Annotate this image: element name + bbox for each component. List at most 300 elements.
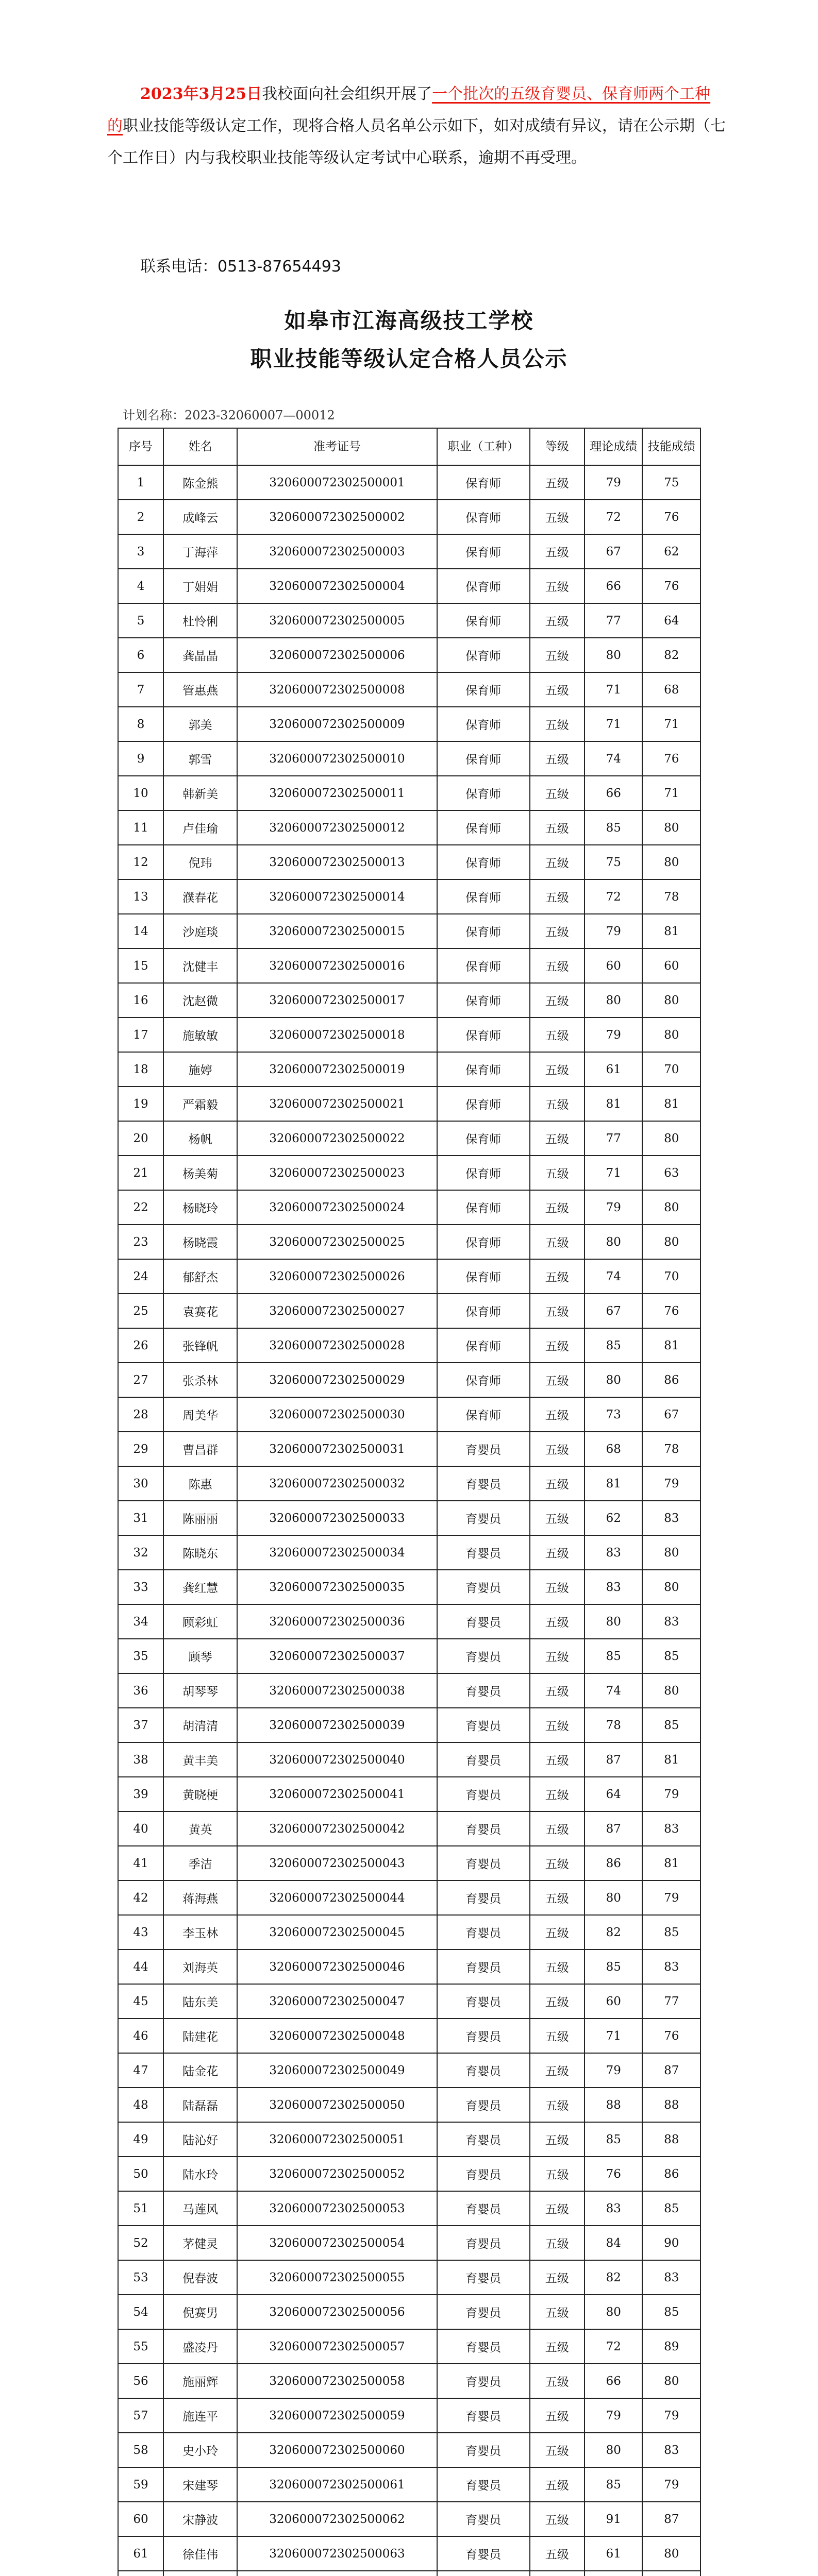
cell-name: 濮春花 (163, 879, 237, 914)
cell-exam-id: 320600072302500029 (237, 1363, 437, 1397)
cell-theory: 85 (585, 810, 643, 845)
cell-exam-id: 320600072302500027 (237, 1294, 437, 1328)
cell-name: 施连平 (163, 2398, 237, 2433)
cell-exam-id: 320600072302500047 (237, 1984, 437, 2019)
cell-skill: 83 (642, 1501, 700, 1535)
cell-level: 五级 (530, 1397, 585, 1432)
table-row (118, 1432, 700, 1466)
cell-name: 丁娟娟 (163, 569, 237, 603)
cell-level: 五级 (530, 1811, 585, 1846)
cell-job: 保育师 (437, 948, 530, 983)
cell-job: 育婴员 (437, 2053, 530, 2088)
table-row (118, 2571, 700, 2576)
cell-level: 五级 (530, 1984, 585, 2019)
cell-no: 13 (118, 879, 163, 914)
cell-theory: 80 (585, 1604, 643, 1639)
cell-name: 顾琴 (163, 1639, 237, 1673)
cell-job: 育婴员 (437, 2398, 530, 2433)
table-row (118, 741, 700, 776)
cell-level: 五级 (530, 1639, 585, 1673)
cell-no: 41 (118, 1846, 163, 1880)
cell-exam-id: 320600072302500001 (237, 465, 437, 500)
cell-level: 五级 (530, 983, 585, 1018)
cell-exam-id: 320600072302500056 (237, 2295, 437, 2329)
cell-name: 蒋海燕 (163, 1880, 237, 1915)
cell-job: 保育师 (437, 1225, 530, 1259)
cell-job: 保育师 (437, 534, 530, 569)
cell-no: 52 (118, 2226, 163, 2260)
cell-theory: 72 (585, 2329, 643, 2364)
cell-name: 陆金花 (163, 2053, 237, 2088)
cell-level: 五级 (530, 1087, 585, 1121)
cell-no: 47 (118, 2053, 163, 2088)
cell-theory (585, 2571, 643, 2576)
cell-job: 保育师 (437, 1294, 530, 1328)
cell-skill: 81 (642, 914, 700, 948)
cell-skill: 80 (642, 1018, 700, 1052)
cell-exam-id: 320600072302500039 (237, 1708, 437, 1742)
cell-exam-id: 320600072302500054 (237, 2226, 437, 2260)
cell-exam-id: 320600072302500028 (237, 1328, 437, 1363)
cell-name: 陈金熊 (163, 465, 237, 500)
cell-exam-id: 320600072302500021 (237, 1087, 437, 1121)
cell-skill: 90 (642, 2226, 700, 2260)
cell-no: 2 (118, 500, 163, 534)
cell-no: 28 (118, 1397, 163, 1432)
cell-level: 五级 (530, 672, 585, 707)
table-body (118, 465, 700, 2576)
cell-no: 33 (118, 1570, 163, 1604)
cell-skill: 76 (642, 1294, 700, 1328)
cell-exam-id: 320600072302500050 (237, 2088, 437, 2122)
cell-skill: 80 (642, 1673, 700, 1708)
cell-level: 五级 (530, 2467, 585, 2502)
cell-no: 5 (118, 603, 163, 638)
cell-theory: 85 (585, 2122, 643, 2157)
cell-job: 育婴员 (437, 2467, 530, 2502)
cell-skill: 60 (642, 948, 700, 983)
cell-skill: 85 (642, 1639, 700, 1673)
cell-skill: 79 (642, 2467, 700, 2502)
cell-job: 保育师 (437, 1018, 530, 1052)
cell-no: 8 (118, 707, 163, 741)
cell-name: 陆水玲 (163, 2157, 237, 2191)
table-row (118, 2088, 700, 2122)
cell-level: 五级 (530, 2157, 585, 2191)
cell-theory: 79 (585, 465, 643, 500)
cell-skill: 80 (642, 2364, 700, 2398)
cell-level: 五级 (530, 2502, 585, 2536)
cell-theory: 88 (585, 2088, 643, 2122)
cell-no: 10 (118, 776, 163, 810)
table-row (118, 983, 700, 1018)
cell-name: 倪春波 (163, 2260, 237, 2295)
cell-level: 五级 (530, 500, 585, 534)
cell-level: 五级 (530, 914, 585, 948)
cell-no: 6 (118, 638, 163, 672)
cell-theory: 80 (585, 2433, 643, 2467)
cell-skill: 81 (642, 1846, 700, 1880)
header-theory: 理论成绩 (585, 428, 643, 465)
cell-name: 杨晓玲 (163, 1190, 237, 1225)
table-row (118, 2502, 700, 2536)
table-row (118, 2467, 700, 2502)
cell-job: 育婴员 (437, 2536, 530, 2571)
cell-level: 五级 (530, 2260, 585, 2295)
cell-name: 陆东美 (163, 1984, 237, 2019)
cell-name: 陈丽丽 (163, 1501, 237, 1535)
cell-level: 五级 (530, 2191, 585, 2226)
cell-skill: 80 (642, 1121, 700, 1156)
cell-no: 56 (118, 2364, 163, 2398)
cell-theory: 80 (585, 638, 643, 672)
cell-exam-id: 320600072302500026 (237, 1259, 437, 1294)
cell-level: 五级 (530, 1466, 585, 1501)
cell-exam-id: 320600072302500057 (237, 2329, 437, 2364)
cell-skill: 76 (642, 2019, 700, 2053)
table-row (118, 1915, 700, 1950)
cell-name: 李玉林 (163, 1915, 237, 1950)
cell-theory: 74 (585, 1673, 643, 1708)
cell-name: 宋建琴 (163, 2467, 237, 2502)
cell-name: 郭美 (163, 707, 237, 741)
cell-skill: 88 (642, 2122, 700, 2157)
cell-theory: 86 (585, 1846, 643, 1880)
cell-level: 五级 (530, 2088, 585, 2122)
cell-exam-id: 320600072302500048 (237, 2019, 437, 2053)
cell-skill: 83 (642, 2433, 700, 2467)
cell-job: 保育师 (437, 1087, 530, 1121)
cell-theory: 84 (585, 2226, 643, 2260)
cell-theory: 61 (585, 2536, 643, 2571)
cell-level: 五级 (530, 1708, 585, 1742)
cell-exam-id: 320600072302500060 (237, 2433, 437, 2467)
cell-level: 五级 (530, 603, 585, 638)
cell-skill: 85 (642, 2191, 700, 2226)
cell-exam-id: 320600072302500002 (237, 500, 437, 534)
cell-job: 保育师 (437, 500, 530, 534)
cell-exam-id: 320600072302500053 (237, 2191, 437, 2226)
cell-skill: 80 (642, 845, 700, 879)
results-table (118, 428, 701, 2576)
table-row (118, 948, 700, 983)
cell-name: 倪赛男 (163, 2295, 237, 2329)
cell-exam-id: 320600072302500038 (237, 1673, 437, 1708)
cell-job: 育婴员 (437, 1777, 530, 1811)
cell-skill: 78 (642, 879, 700, 914)
cell-level: 五级 (530, 1432, 585, 1466)
cell-job: 保育师 (437, 707, 530, 741)
cell-no: 3 (118, 534, 163, 569)
cell-theory: 71 (585, 707, 643, 741)
table-row (118, 1984, 700, 2019)
cell-no: 21 (118, 1156, 163, 1190)
table-row (118, 534, 700, 569)
cell-skill: 80 (642, 810, 700, 845)
table-row (118, 465, 700, 500)
cell-name: 倪玮 (163, 845, 237, 879)
table-row (118, 1811, 700, 1846)
cell-level: 五级 (530, 465, 585, 500)
table-row (118, 2329, 700, 2364)
cell-skill: 87 (642, 2053, 700, 2088)
cell-name: 宋静波 (163, 2502, 237, 2536)
cell-no: 54 (118, 2295, 163, 2329)
cell-no: 49 (118, 2122, 163, 2157)
cell-theory: 66 (585, 569, 643, 603)
cell-no: 18 (118, 1052, 163, 1087)
cell-job: 保育师 (437, 569, 530, 603)
cell-exam-id: 320600072302500011 (237, 776, 437, 810)
cell-no: 42 (118, 1880, 163, 1915)
cell-skill: 82 (642, 638, 700, 672)
cell-exam-id: 320600072302500014 (237, 879, 437, 914)
table-row (118, 1639, 700, 1673)
cell-name: 郁舒杰 (163, 1259, 237, 1294)
cell-job: 育婴员 (437, 2157, 530, 2191)
table-row (118, 1363, 700, 1397)
cell-level: 五级 (530, 1501, 585, 1535)
cell-exam-id: 320600072302500040 (237, 1742, 437, 1777)
cell-name: 袁赛花 (163, 1294, 237, 1328)
cell-theory: 85 (585, 1328, 643, 1363)
cell-name: 管惠燕 (163, 672, 237, 707)
cell-name: 史小玲 (163, 2433, 237, 2467)
cell-theory: 85 (585, 1639, 643, 1673)
cell-no: 15 (118, 948, 163, 983)
table-row (118, 1259, 700, 1294)
cell-skill: 81 (642, 1087, 700, 1121)
cell-no: 39 (118, 1777, 163, 1811)
cell-theory: 73 (585, 1397, 643, 1432)
table-row (118, 1604, 700, 1639)
cell-name: 季洁 (163, 1846, 237, 1880)
cell-theory: 83 (585, 1535, 643, 1570)
cell-job: 育婴员 (437, 2329, 530, 2364)
table-row (118, 1190, 700, 1225)
cell-name: 施婷 (163, 1052, 237, 1087)
cell-skill: 63 (642, 1156, 700, 1190)
cell-job: 育婴员 (437, 1950, 530, 1984)
table-row (118, 1294, 700, 1328)
cell-theory: 79 (585, 914, 643, 948)
cell-job: 保育师 (437, 879, 530, 914)
table-row (118, 1880, 700, 1915)
cell-level: 五级 (530, 1673, 585, 1708)
cell-name: 胡清清 (163, 1708, 237, 1742)
cell-exam-id: 320600072302500035 (237, 1570, 437, 1604)
cell-level: 五级 (530, 1846, 585, 1880)
cell-level: 五级 (530, 1777, 585, 1811)
cell-theory: 71 (585, 2019, 643, 2053)
cell-theory: 61 (585, 1052, 643, 1087)
cell-level: 五级 (530, 1259, 585, 1294)
cell-no: 7 (118, 672, 163, 707)
intro-date: 2023年3月25日 (140, 85, 262, 103)
cell-job: 育婴员 (437, 2019, 530, 2053)
cell-level: 五级 (530, 1742, 585, 1777)
cell-level: 五级 (530, 948, 585, 983)
cell-job: 育婴员 (437, 1846, 530, 1880)
table-row (118, 1742, 700, 1777)
cell-skill: 70 (642, 1052, 700, 1087)
cell-theory: 80 (585, 1225, 643, 1259)
table-row (118, 2536, 700, 2571)
cell-name: 郭雪 (163, 741, 237, 776)
cell-no: 24 (118, 1259, 163, 1294)
cell-exam-id (237, 2571, 437, 2576)
table-header-row (118, 428, 700, 465)
cell-no: 11 (118, 810, 163, 845)
cell-skill: 64 (642, 603, 700, 638)
cell-theory: 85 (585, 1950, 643, 1984)
cell-exam-id: 320600072302500058 (237, 2364, 437, 2398)
cell-level: 五级 (530, 1156, 585, 1190)
table-row (118, 1121, 700, 1156)
cell-level: 五级 (530, 2295, 585, 2329)
cell-exam-id: 320600072302500012 (237, 810, 437, 845)
cell-job: 育婴员 (437, 1708, 530, 1742)
cell-level: 五级 (530, 1225, 585, 1259)
cell-job: 育婴员 (437, 2364, 530, 2398)
cell-theory: 85 (585, 2467, 643, 2502)
cell-name: 曹昌群 (163, 1432, 237, 1466)
header-level: 等级 (530, 428, 585, 465)
cell-exam-id: 320600072302500045 (237, 1915, 437, 1950)
cell-theory: 80 (585, 2295, 643, 2329)
cell-name: 茅健灵 (163, 2226, 237, 2260)
cell-skill: 76 (642, 569, 700, 603)
cell-theory: 60 (585, 948, 643, 983)
table-row (118, 1018, 700, 1052)
cell-no: 58 (118, 2433, 163, 2467)
cell-level: 五级 (530, 1535, 585, 1570)
cell-job: 保育师 (437, 672, 530, 707)
cell-job: 育婴员 (437, 1604, 530, 1639)
cell-level: 五级 (530, 1052, 585, 1087)
cell-level: 五级 (530, 2329, 585, 2364)
cell-job: 育婴员 (437, 2502, 530, 2536)
cell-skill (642, 2571, 700, 2576)
cell-name: 丁海萍 (163, 534, 237, 569)
cell-level: 五级 (530, 2226, 585, 2260)
cell-theory: 83 (585, 1570, 643, 1604)
cell-skill: 89 (642, 2329, 700, 2364)
cell-job: 育婴员 (437, 2122, 530, 2157)
cell-job: 育婴员 (437, 1880, 530, 1915)
cell-job: 保育师 (437, 638, 530, 672)
cell-job: 育婴员 (437, 2088, 530, 2122)
cell-job (437, 2571, 530, 2576)
cell-name: 黄晓梗 (163, 1777, 237, 1811)
table-row (118, 638, 700, 672)
cell-exam-id: 320600072302500043 (237, 1846, 437, 1880)
cell-theory: 67 (585, 534, 643, 569)
table-row (118, 1397, 700, 1432)
table-row (118, 500, 700, 534)
cell-name: 顾彩虹 (163, 1604, 237, 1639)
cell-theory: 79 (585, 1018, 643, 1052)
cell-level: 五级 (530, 1950, 585, 1984)
page-title: 职业技能等级认定合格人员公示 (250, 346, 568, 371)
cell-job: 育婴员 (437, 1535, 530, 1570)
cell-skill: 83 (642, 1604, 700, 1639)
cell-exam-id: 320600072302500030 (237, 1397, 437, 1432)
cell-exam-id: 320600072302500005 (237, 603, 437, 638)
contact-phone: 联系电话：0513-87654493 (140, 258, 341, 276)
cell-job: 育婴员 (437, 1984, 530, 2019)
cell-no: 27 (118, 1363, 163, 1397)
cell-no: 44 (118, 1950, 163, 1984)
cell-theory: 82 (585, 1915, 643, 1950)
cell-theory: 77 (585, 1121, 643, 1156)
cell-job: 育婴员 (437, 2260, 530, 2295)
table-row (118, 1087, 700, 1121)
cell-exam-id: 320600072302500042 (237, 1811, 437, 1846)
cell-level: 五级 (530, 845, 585, 879)
cell-exam-id: 320600072302500046 (237, 1950, 437, 1984)
cell-no: 16 (118, 983, 163, 1018)
cell-name (163, 2571, 237, 2576)
cell-no: 40 (118, 1811, 163, 1846)
cell-exam-id: 320600072302500061 (237, 2467, 437, 2502)
cell-name: 龚红慧 (163, 1570, 237, 1604)
cell-name: 陆建花 (163, 2019, 237, 2053)
cell-name: 张杀林 (163, 1363, 237, 1397)
cell-level: 五级 (530, 1880, 585, 1915)
cell-exam-id: 320600072302500031 (237, 1432, 437, 1466)
cell-name: 龚晶晶 (163, 638, 237, 672)
cell-theory: 80 (585, 983, 643, 1018)
cell-skill: 80 (642, 1570, 700, 1604)
cell-no: 4 (118, 569, 163, 603)
cell-exam-id: 320600072302500004 (237, 569, 437, 603)
cell-no: 38 (118, 1742, 163, 1777)
cell-job: 育婴员 (437, 1501, 530, 1535)
cell-job: 保育师 (437, 603, 530, 638)
table-row (118, 2433, 700, 2467)
cell-exam-id: 320600072302500062 (237, 2502, 437, 2536)
table-row (118, 2295, 700, 2329)
cell-exam-id: 320600072302500023 (237, 1156, 437, 1190)
cell-theory: 83 (585, 2191, 643, 2226)
cell-name: 施丽辉 (163, 2364, 237, 2398)
cell-theory: 87 (585, 1811, 643, 1846)
cell-theory: 66 (585, 776, 643, 810)
table-row (118, 603, 700, 638)
cell-skill: 80 (642, 983, 700, 1018)
cell-level: 五级 (530, 2019, 585, 2053)
cell-level: 五级 (530, 2122, 585, 2157)
cell-theory: 80 (585, 1363, 643, 1397)
cell-skill: 83 (642, 1950, 700, 1984)
table-row (118, 845, 700, 879)
cell-name: 沙庭琰 (163, 914, 237, 948)
cell-theory: 74 (585, 741, 643, 776)
cell-name: 周美华 (163, 1397, 237, 1432)
intro-paragraph (107, 78, 726, 174)
cell-exam-id: 320600072302500009 (237, 707, 437, 741)
cell-job: 育婴员 (437, 1466, 530, 1501)
cell-theory: 75 (585, 845, 643, 879)
cell-no: 43 (118, 1915, 163, 1950)
cell-job: 育婴员 (437, 1742, 530, 1777)
table-row (118, 1052, 700, 1087)
cell-job: 育婴员 (437, 2191, 530, 2226)
table-row (118, 2398, 700, 2433)
cell-theory: 64 (585, 1777, 643, 1811)
cell-level: 五级 (530, 1915, 585, 1950)
